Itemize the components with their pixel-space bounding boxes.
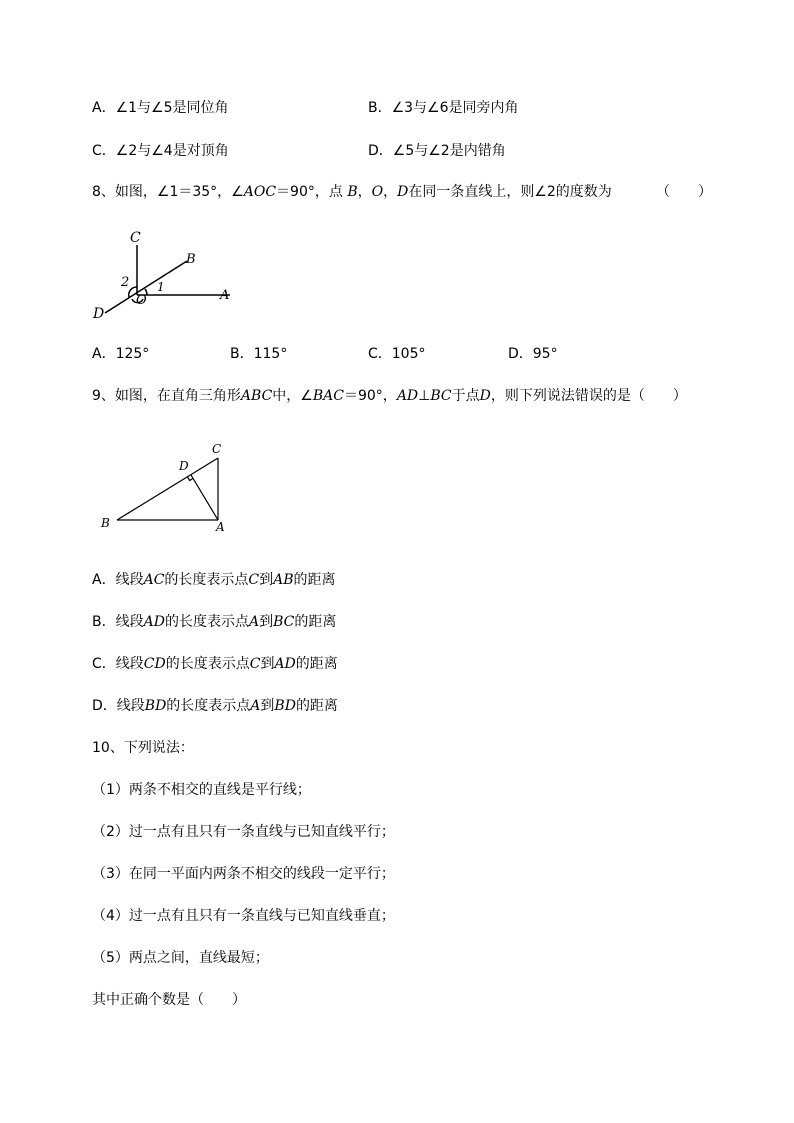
q9-label-b: B (101, 516, 110, 530)
q9-option-b: B．线段AD的长度表示点A到BC的距离 (92, 614, 337, 630)
q9-triangle-figure (95, 438, 245, 538)
q8-label-1: 1 (157, 280, 165, 294)
q8-label-a: A (220, 288, 230, 303)
q10-statement-4: （4）过一点有且只有一条直线与已知直线垂直； (92, 908, 395, 924)
q9-stem: 9、如图，在直角三角形ABC中，∠BAC＝90°，AD⊥BC于点D，则下列说法错误的是（ ） (92, 388, 687, 404)
q8-option-d: D．95° (508, 346, 558, 362)
q8-option-b: B．115° (230, 346, 288, 362)
q8-label-o: O (136, 293, 147, 308)
q9-label-a: A (216, 520, 225, 534)
q9-option-d: D．线段BD的长度表示点A到BD的距离 (92, 698, 338, 714)
q8-label-d: D (93, 306, 105, 322)
q9-option-c: C．线段CD的长度表示点C到AD的距离 (92, 656, 338, 672)
q10-statement-1: （1）两条不相交的直线是平行线； (92, 782, 311, 798)
q7-option-c: C．∠2与∠4是对顶角 (92, 143, 229, 159)
q10-question: 其中正确个数是（ ） (92, 992, 246, 1008)
q7-option-d: D．∠5与∠2是内错角 (368, 143, 506, 159)
q10-statement-3: （3）在同一平面内两条不相交的线段一定平行； (92, 866, 395, 882)
q8-label-2: 2 (121, 275, 130, 290)
q9-label-c: C (212, 442, 222, 456)
q9-label-d: D (179, 459, 189, 473)
q8-label-b: B (186, 252, 196, 267)
q8-option-a: A．125° (92, 346, 150, 362)
q10-title: 10、下列说法： (92, 740, 194, 756)
q10-statement-2: （2）过一点有且只有一条直线与已知直线平行； (92, 824, 395, 840)
q8-stem: 8、如图，∠1＝35°，∠AOC＝90°，点 B，O，D在同一条直线上，则∠2的度数为 (92, 184, 612, 200)
q9-option-a: A．线段AC的长度表示点C到AB的距离 (92, 572, 336, 588)
q8-option-c: C．105° (368, 346, 426, 362)
q7-option-b: B．∠3与∠6是同旁内角 (368, 100, 519, 116)
q8-angle-figure (85, 225, 245, 325)
q8-label-c: C (130, 230, 141, 246)
q10-statement-5: （5）两点之间，直线最短； (92, 950, 269, 966)
q7-option-a: A．∠1与∠5是同位角 (92, 100, 229, 116)
q8-answer-paren: （ ） (656, 184, 712, 200)
